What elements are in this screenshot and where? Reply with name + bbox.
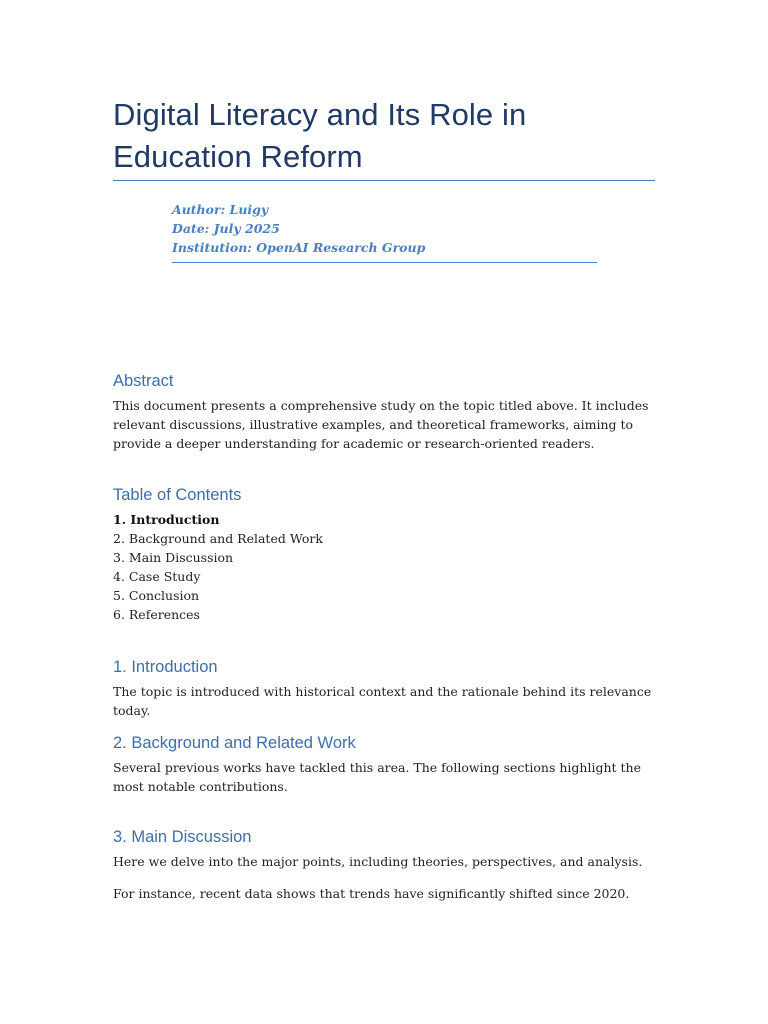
meta-divider [172, 262, 597, 263]
toc-item-background[interactable]: 2. Background and Related Work [113, 531, 323, 546]
toc-item-references[interactable]: 6. References [113, 607, 200, 622]
introduction-heading: 1. Introduction [113, 658, 218, 676]
main-discussion-text-1: Here we delve into the major points, including theories, perspectives, and analysis. [113, 854, 643, 869]
background-heading: 2. Background and Related Work [113, 734, 356, 752]
toc-item-introduction[interactable]: 1. Introduction [113, 512, 220, 527]
introduction-text: The topic is introduced with historical context and the rationale behind its relevance today. [113, 684, 652, 718]
toc-item-conclusion[interactable]: 5. Conclusion [113, 588, 200, 603]
document-meta [172, 200, 597, 263]
background-section [113, 732, 655, 796]
institution-line: Institution: OpenAI Research Group [172, 240, 426, 255]
introduction-section [113, 656, 655, 720]
date-line: Date: July 2025 [172, 221, 280, 236]
document-title: Digital Literacy and Its Role in Education Reform [113, 97, 527, 174]
main-discussion-section [113, 826, 655, 903]
main-discussion-text-2: For instance, recent data shows that trends have significantly shifted since 2020. [113, 886, 630, 901]
abstract-heading: Abstract [113, 372, 174, 390]
toc-item-main-discussion[interactable]: 3. Main Discussion [113, 550, 234, 565]
author-line: Author: Luigy [172, 202, 269, 217]
toc-list [113, 510, 655, 624]
abstract-text: This document presents a comprehensive study on the topic titled above. It includes relevant discussions, illustrative examples, and theoretical frameworks, aiming to provide a deeper understanding for academic or research-oriented readers. [113, 398, 649, 451]
main-discussion-heading: 3. Main Discussion [113, 828, 252, 846]
background-text: Several previous works have tackled this area. The following sections highlight the most notable contributions. [113, 760, 641, 794]
title-divider [113, 180, 655, 181]
toc-section [113, 484, 655, 624]
toc-item-case-study[interactable]: 4. Case Study [113, 569, 201, 584]
toc-heading: Table of Contents [113, 486, 242, 504]
abstract-section [113, 370, 655, 453]
